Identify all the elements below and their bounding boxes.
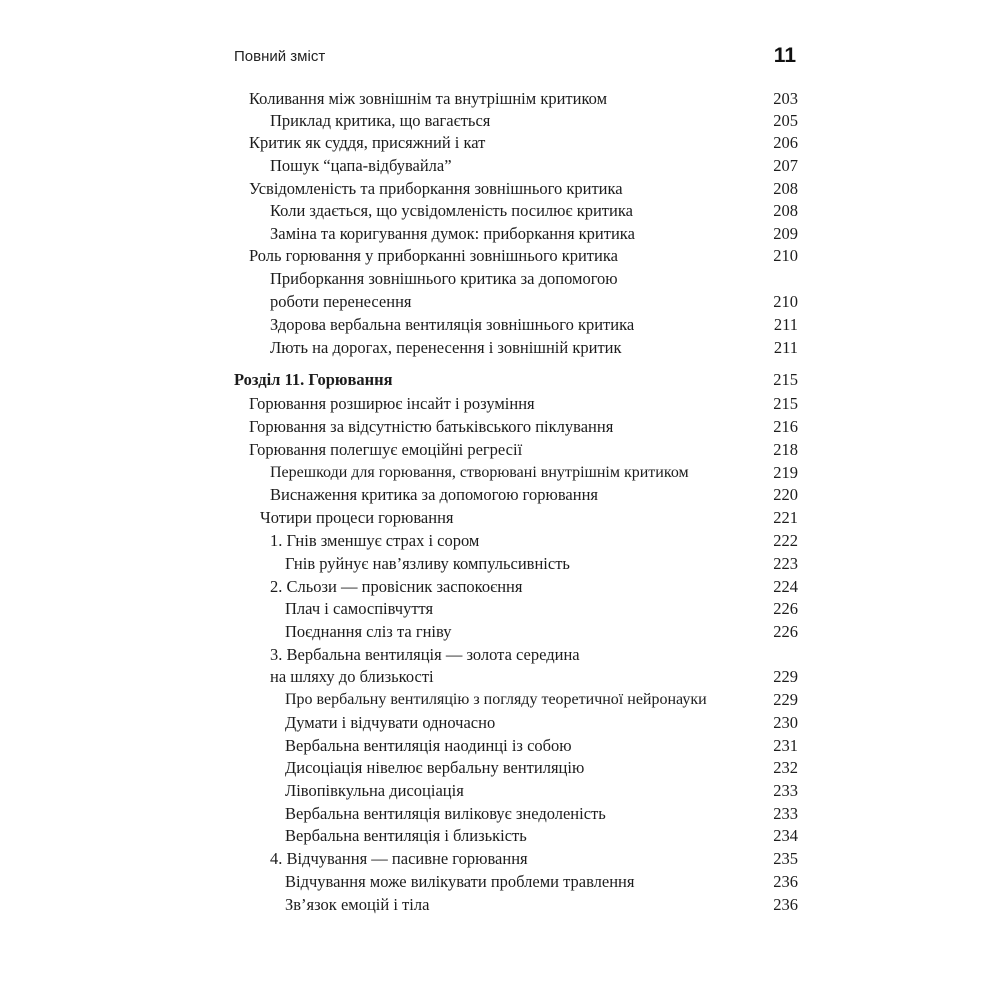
toc-entry-page: 207 bbox=[773, 156, 798, 175]
toc-entry-title: Плач і самоспівчуття bbox=[285, 599, 434, 618]
toc-entry-title: Вербальна вентиляція виліковує знедоленість bbox=[285, 804, 606, 823]
toc-entry-title: Думати і відчувати одночасно bbox=[285, 713, 496, 732]
toc-entry-title: Здорова вербальна вентиляція зовнішнього критика bbox=[270, 315, 635, 334]
toc-entry-page: 232 bbox=[773, 758, 798, 777]
toc-entry-title: Поєднання сліз та гніву bbox=[285, 622, 452, 641]
toc-entry-title: Гнів руйнує нав’язливу компульсивність bbox=[285, 554, 570, 573]
toc-entry-page: 210 bbox=[773, 246, 798, 265]
toc-entry-title: Критик як суддя, присяжний і кат bbox=[249, 133, 486, 152]
toc-entry-title: 3. Вербальна вентиляція — золота середина bbox=[270, 645, 580, 664]
toc-entry-page: 220 bbox=[773, 485, 798, 504]
toc-entry-page: 234 bbox=[773, 826, 798, 845]
toc-entry-page: 215 bbox=[773, 394, 798, 413]
toc-entry-page: 224 bbox=[773, 577, 798, 596]
toc-entry-title: 4. Відчування — пасивне горювання bbox=[270, 849, 528, 868]
toc-entry-title-continued: на шляху до близькості bbox=[270, 667, 434, 686]
chapter-heading: Розділ 11. Горювання bbox=[234, 370, 393, 389]
toc-entry-title: Дисоціація нівелює вербальну вентиляцію bbox=[285, 758, 585, 777]
toc-entry-page: 206 bbox=[773, 133, 798, 152]
toc-entry-title: Перешкоди для горювання, створювані внутрішнім критиком bbox=[270, 464, 689, 481]
toc-entry-page: 203 bbox=[773, 89, 798, 108]
toc-entry-page: 215 bbox=[773, 370, 798, 389]
toc-entry-title: Горювання за відсутністю батьківського піклування bbox=[249, 417, 614, 436]
toc-entry-title: Приборкання зовнішнього критика за допомогою bbox=[270, 269, 618, 288]
toc-entry-page: 211 bbox=[773, 315, 798, 334]
toc-entry-title: Зв’язок емоцій і тіла bbox=[285, 895, 430, 914]
toc-entry-page: 208 bbox=[773, 201, 798, 220]
toc-entry-page: 233 bbox=[773, 804, 798, 823]
toc-entry-page: 205 bbox=[773, 111, 798, 130]
toc-entry-page: 219 bbox=[773, 463, 798, 482]
toc-entry-title: Вербальна вентиляція і близькість bbox=[285, 826, 527, 845]
toc-entry-title: Заміна та коригування думок: приборкання критика bbox=[270, 224, 635, 243]
toc-entry-title: Усвідомленість та приборкання зовнішнього критика bbox=[249, 179, 623, 198]
toc-entry-page: 229 bbox=[773, 667, 798, 686]
toc-entry-page: 236 bbox=[773, 895, 798, 914]
toc-entry-page: 229 bbox=[773, 690, 798, 709]
toc-entry-page: 226 bbox=[773, 622, 798, 641]
toc-entry-title: Лють на дорогах, перенесення і зовнішній критик bbox=[270, 338, 622, 357]
page-number: 11 bbox=[773, 44, 796, 67]
toc-entry-title: Чотири процеси горювання bbox=[260, 508, 454, 527]
toc-entry-page: 223 bbox=[773, 554, 798, 573]
header-title: Повний зміст bbox=[234, 48, 326, 65]
toc-entry-page: 221 bbox=[773, 508, 798, 527]
toc-entry-title: Коли здається, що усвідомленість посилює критика bbox=[270, 201, 633, 220]
toc-entry-page: 236 bbox=[773, 872, 798, 891]
toc-entry-title: Вербальна вентиляція наодинці із собою bbox=[285, 736, 572, 755]
toc-entry-page: 208 bbox=[773, 179, 798, 198]
toc-entry-page: 211 bbox=[773, 338, 798, 357]
toc-entry-title: Пошук “цапа-відбувайла” bbox=[270, 156, 452, 175]
toc-entry-title-continued: роботи перенесення bbox=[270, 292, 412, 311]
toc-entry-page: 235 bbox=[773, 849, 798, 868]
toc-entry-title: 2. Сльози — провісник заспокоєння bbox=[270, 577, 523, 596]
toc-entry-page: 231 bbox=[773, 736, 798, 755]
toc-entry-page: 222 bbox=[773, 531, 798, 550]
toc-entry-title: Виснаження критика за допомогою горювання bbox=[270, 485, 599, 504]
toc-entry-page: 218 bbox=[773, 440, 798, 459]
toc-entry-title: Лівопівкульна дисоціація bbox=[285, 781, 464, 800]
toc-entry-title: Горювання полегшує емоційні регресії bbox=[249, 440, 523, 459]
toc-entry-title: 1. Гнів зменшує страх і сором bbox=[270, 531, 480, 550]
toc-entry-title: Про вербальну вентиляцію з погляду теоретичної нейронауки bbox=[285, 691, 707, 708]
toc-entry-page: 233 bbox=[773, 781, 798, 800]
toc-entry-page: 226 bbox=[773, 599, 798, 618]
toc-entry-title: Відчування може вилікувати проблеми травлення bbox=[285, 872, 635, 891]
toc-entry-title: Роль горювання у приборканні зовнішнього критика bbox=[249, 246, 618, 265]
toc-entry-title: Горювання розширює інсайт і розуміння bbox=[249, 394, 535, 413]
toc-entry-title: Приклад критика, що вагається bbox=[270, 111, 491, 130]
toc-entry-title: Коливання між зовнішнім та внутрішнім критиком bbox=[249, 89, 608, 108]
toc-entry-page: 230 bbox=[773, 713, 798, 732]
toc-entry-page: 216 bbox=[773, 417, 798, 436]
toc-entry-page: 209 bbox=[773, 224, 798, 243]
toc-entry-page: 210 bbox=[773, 292, 798, 311]
